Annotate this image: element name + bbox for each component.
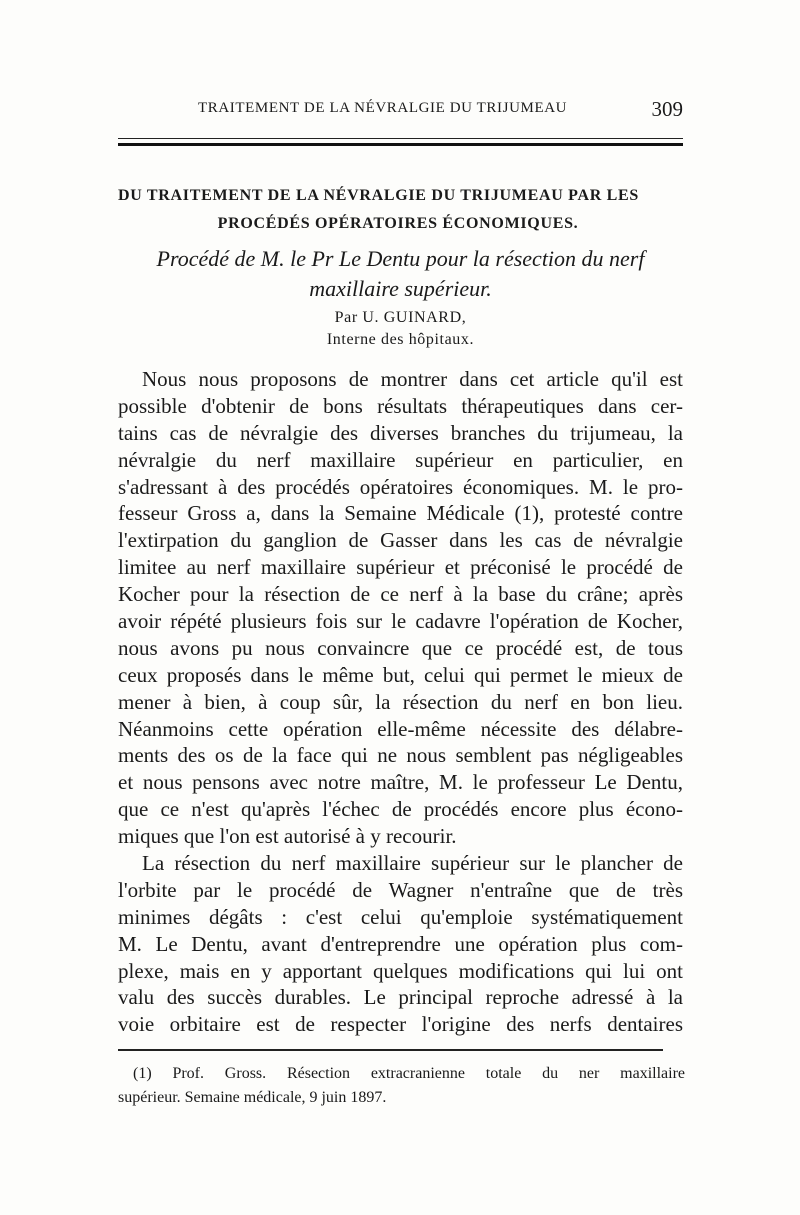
- article-subtitle-line1: Procédé de M. le Pr Le Dentu pour la résection du nerf: [156, 246, 645, 271]
- body-line: possible d'obtenir de bons résultats thérapeutiques dans cer-: [118, 393, 683, 418]
- body-line: que ce n'est qu'après l'échec de procédés encore plus écono-: [118, 797, 683, 822]
- body-line: limitee au nerf maxillaire supérieur et préconisé le procédé de: [118, 555, 683, 580]
- body-line: s'adressant à des procédés opératoires économiques. M. le pro-: [118, 474, 683, 499]
- body-line: Nous nous proposons de montrer dans cet article qu'il est: [142, 367, 683, 391]
- body-line: ments des os de la face qui ne nous semblent pas négligeables: [118, 743, 683, 768]
- article-title-line1: DU TRAITEMENT DE LA NÉVRALGIE DU TRIJUMEAU PAR LES: [118, 187, 640, 204]
- body-line: nous avons pu nous convaincre que ce procédé est, de tous: [118, 635, 683, 660]
- article-title: [118, 182, 698, 238]
- body-line: névralgie du nerf maxillaire supérieur en particulier, en: [118, 447, 683, 472]
- page-number: 309: [651, 97, 683, 121]
- footnote-line: (1) Prof. Gross. Résection extracranienne totale du ner maxillaire: [133, 1065, 685, 1082]
- author-role: Interne des hôpitaux.: [326, 331, 475, 348]
- body-line: minimes dégâts : c'est celui qu'emploie systématiquement: [118, 904, 683, 929]
- body-line: voie orbitaire est de respecter l'origine des nerfs dentaires: [118, 1012, 683, 1037]
- body-line: fesseur Gross a, dans la Semaine Médicale (1), protesté contre: [118, 501, 683, 526]
- author: Par U. GUINARD,: [334, 309, 467, 326]
- body-line: miques que l'on est autorisé à y recourir.: [118, 824, 457, 849]
- article-body: [118, 366, 683, 1038]
- body-line: Néanmoins cette opération elle-même nécessite des délabre-: [118, 716, 683, 741]
- byline: [118, 307, 683, 351]
- footnotes: [118, 1062, 685, 1110]
- article-subtitle-line2: maxillaire supérieur.: [309, 276, 492, 301]
- body-line: mener à bien, à coup sûr, la résection du nerf en bon lieu.: [118, 689, 683, 714]
- header-rule-thin: [118, 138, 683, 139]
- running-header: [118, 97, 683, 123]
- article-title-line2: PROCÉDÉS OPÉRATOIRES ÉCONOMIQUES.: [217, 215, 579, 232]
- footnote-rule: [118, 1049, 663, 1051]
- body-line: tains cas de névralgie des diverses branches du trijumeau, la: [118, 420, 683, 445]
- body-line: Kocher pour la résection de ce nerf à la base du crâne; après: [118, 582, 683, 607]
- body-line: valu des succès durables. Le principal reproche adressé à la: [118, 985, 683, 1010]
- body-line: l'extirpation du ganglion de Gasser dans les cas de névralgie: [118, 528, 683, 553]
- body-line: ceux proposés dans le même but, celui qui permet le mieux de: [118, 662, 683, 687]
- article-subtitle: [118, 244, 683, 304]
- running-title: TRAITEMENT DE LA NÉVRALGIE DU TRIJUMEAU: [198, 100, 568, 116]
- footnote-line: supérieur. Semaine médicale, 9 juin 1897.: [118, 1089, 387, 1106]
- body-line: plexe, mais en y apportant quelques modifications qui lui ont: [118, 958, 683, 983]
- body-line: La résection du nerf maxillaire supérieur sur le plancher de: [142, 851, 683, 876]
- body-line: et nous pensons avec notre maître, M. le professeur Le Dentu,: [118, 770, 683, 795]
- header-rule-thick: [118, 143, 683, 146]
- body-line: l'orbite par le procédé de Wagner n'entraîne que de très: [118, 877, 683, 902]
- body-line: M. Le Dentu, avant d'entreprendre une opération plus com-: [118, 931, 683, 956]
- body-line: avoir répété plusieurs fois sur le cadavre l'opération de Kocher,: [118, 609, 683, 634]
